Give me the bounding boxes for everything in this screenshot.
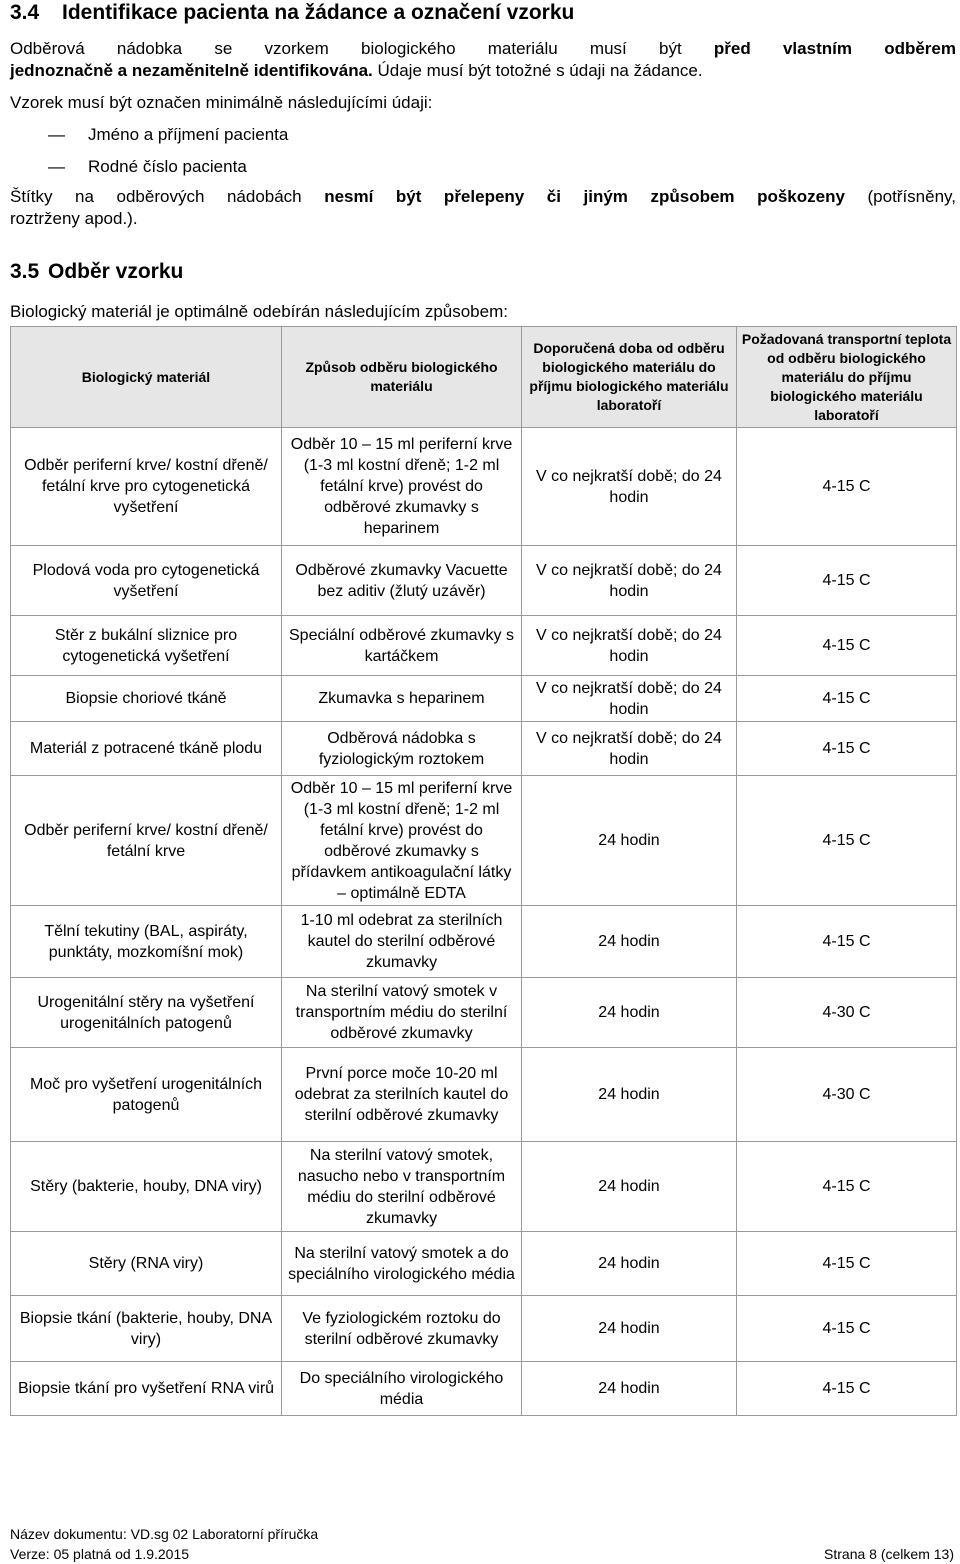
cell-time: V co nejkratší době; do 24 hodin — [522, 428, 737, 546]
cell-material: Biopsie tkání pro vyšetření RNA virů — [11, 1362, 282, 1416]
section-number: 3.4 — [10, 1, 40, 24]
cell-method: Na sterilní vatový smotek a do speciálního virologického média — [282, 1232, 522, 1296]
cell-method: Odběr 10 – 15 ml periferní krve (1-3 ml kostní dřeně; 1-2 ml fetální krve) provést do odběrové zkumavky s přídavkem antikoagulační látky – optimálně EDTA — [282, 776, 522, 906]
cell-material: Odběr periferní krve/ kostní dřeně/ fetální krve — [11, 776, 282, 906]
text-run: roztrženy apod.). — [10, 209, 138, 228]
text-run: Odběrová nádobka se vzorkem biologického materiálu musí být — [10, 39, 714, 58]
section-heading-3-5 — [10, 259, 183, 285]
cell-temperature: 4-15 C — [737, 1232, 957, 1296]
table-row — [11, 428, 957, 546]
cell-method: Odběrová nádobka s fyziologickým roztokem — [282, 722, 522, 776]
cell-method: Na sterilní vatový smotek v transportním médiu do sterilní odběrové zkumavky — [282, 978, 522, 1048]
text-run: (potřísněny, — [844, 187, 957, 206]
cell-time: 24 hodin — [522, 1296, 737, 1362]
table-row — [11, 676, 957, 722]
cell-time: 24 hodin — [522, 1142, 737, 1232]
table-row — [11, 978, 957, 1048]
cell-material: Urogenitální stěry na vyšetření urogenitálních patogenů — [11, 978, 282, 1048]
cell-time: 24 hodin — [522, 1362, 737, 1416]
text-run: Štítky na odběrových nádobách — [10, 187, 325, 206]
section-title: Odběr vzorku — [48, 260, 184, 283]
footer-document-name: Název dokumentu: VD.sg 02 Laboratorní příručka — [10, 1526, 319, 1542]
cell-temperature: 4-15 C — [737, 776, 957, 906]
identification-paragraph — [10, 38, 956, 82]
dash-icon: — — [48, 157, 65, 176]
cell-material: Tělní tekutiny (BAL, aspiráty, punktáty, mozkomíšní mok) — [11, 906, 282, 978]
cell-time: 24 hodin — [522, 776, 737, 906]
section-heading-3-4 — [10, 0, 574, 26]
cell-method: 1-10 ml odebrat za sterilních kautel do sterilní odběrové zkumavky — [282, 906, 522, 978]
cell-time: 24 hodin — [522, 1048, 737, 1142]
section-number: 3.5 — [10, 260, 40, 283]
cell-temperature: 4-15 C — [737, 428, 957, 546]
cell-material: Stěry (bakterie, houby, DNA viry) — [11, 1142, 282, 1232]
cell-method: Do speciálního virologického média — [282, 1362, 522, 1416]
cell-temperature: 4-15 C — [737, 1296, 957, 1362]
cell-time: 24 hodin — [522, 906, 737, 978]
column-header-time: Doporučená doba od odběru biologického materiálu do příjmu biologického materiálu laboratoří — [522, 327, 737, 428]
label-requirements-paragraph: Vzorek musí být označen minimálně následujícími údaji: — [10, 93, 433, 112]
labels-warning-paragraph — [10, 186, 956, 230]
cell-time: 24 hodin — [522, 978, 737, 1048]
cell-method: Zkumavka s heparinem — [282, 676, 522, 722]
column-header-temperature: Požadovaná transportní teplota od odběru biologického materiálu do příjmu biologického materiálu laboratoří — [737, 327, 957, 428]
column-header-method: Způsob odběru biologického materiálu — [282, 327, 522, 428]
cell-temperature: 4-15 C — [737, 676, 957, 722]
cell-method: První porce moče 10-20 ml odebrat za sterilních kautel do sterilní odběrové zkumavky — [282, 1048, 522, 1142]
cell-temperature: 4-15 C — [737, 1142, 957, 1232]
table-body — [11, 428, 957, 1416]
cell-method: Odběrové zkumavky Vacuette bez aditiv (žlutý uzávěr) — [282, 546, 522, 616]
cell-temperature: 4-15 C — [737, 1362, 957, 1416]
cell-time: V co nejkratší době; do 24 hodin — [522, 546, 737, 616]
column-header-material: Biologický materiál — [11, 327, 282, 428]
collection-intro: Biologický materiál je optimálně odebírán následujícím způsobem: — [10, 302, 508, 321]
text-run-bold: nesmí být přelepeny či jiným způsobem poškozeny — [324, 187, 845, 206]
table-header-row — [11, 327, 957, 428]
section-title: Identifikace pacienta na žádance a označení vzorku — [62, 1, 575, 24]
table-row — [11, 776, 957, 906]
cell-method: Speciální odběrové zkumavky s kartáčkem — [282, 616, 522, 676]
cell-time: 24 hodin — [522, 1232, 737, 1296]
cell-material: Stěr z bukální sliznice pro cytogenetická vyšetření — [11, 616, 282, 676]
table-row — [11, 1232, 957, 1296]
table-row — [11, 1048, 957, 1142]
dash-icon: — — [48, 125, 65, 144]
footer-page-number: Strana 8 (celkem 13) — [824, 1546, 954, 1562]
cell-time: V co nejkratší době; do 24 hodin — [522, 676, 737, 722]
cell-material: Materiál z potracené tkáně plodu — [11, 722, 282, 776]
cell-time: V co nejkratší době; do 24 hodin — [522, 616, 737, 676]
cell-material: Plodová voda pro cytogenetická vyšetření — [11, 546, 282, 616]
bullet-item — [48, 156, 247, 178]
cell-temperature: 4-15 C — [737, 546, 957, 616]
cell-temperature: 4-15 C — [737, 616, 957, 676]
text-run: Údaje musí být totožné s údaji na žádance. — [372, 61, 703, 80]
cell-material: Biopsie tkání (bakterie, houby, DNA viry) — [11, 1296, 282, 1362]
cell-temperature: 4-15 C — [737, 906, 957, 978]
table-row — [11, 1296, 957, 1362]
cell-time: V co nejkratší době; do 24 hodin — [522, 722, 737, 776]
cell-temperature: 4-30 C — [737, 1048, 957, 1142]
cell-material: Biopsie choriové tkáně — [11, 676, 282, 722]
cell-material: Odběr periferní krve/ kostní dřeně/ fetální krve pro cytogenetická vyšetření — [11, 428, 282, 546]
table-row — [11, 1362, 957, 1416]
table-row — [11, 906, 957, 978]
bullet-text: Rodné číslo pacienta — [88, 157, 247, 176]
cell-method: Na sterilní vatový smotek, nasucho nebo v transportním médiu do sterilní odběrové zkumavky — [282, 1142, 522, 1232]
cell-material: Stěry (RNA viry) — [11, 1232, 282, 1296]
text-run-bold: před vlastním odběrem — [713, 39, 956, 58]
cell-temperature: 4-30 C — [737, 978, 957, 1048]
cell-material: Moč pro vyšetření urogenitálních patogenů — [11, 1048, 282, 1142]
bullet-item — [48, 124, 288, 146]
table-row — [11, 1142, 957, 1232]
cell-method: Odběr 10 – 15 ml periferní krve (1-3 ml kostní dřeně; 1-2 ml fetální krve) provést do odběrové zkumavky s heparinem — [282, 428, 522, 546]
bullet-text: Jméno a příjmení pacienta — [88, 125, 289, 144]
footer-version: Verze: 05 platná od 1.9.2015 — [10, 1546, 190, 1562]
cell-temperature: 4-15 C — [737, 722, 957, 776]
table-row — [11, 722, 957, 776]
table-row — [11, 616, 957, 676]
collection-table — [10, 326, 957, 1416]
cell-method: Ve fyziologickém roztoku do sterilní odběrové zkumavky — [282, 1296, 522, 1362]
table-row — [11, 546, 957, 616]
text-run-bold: jednoznačně a nezaměnitelně identifikována. — [10, 61, 373, 80]
